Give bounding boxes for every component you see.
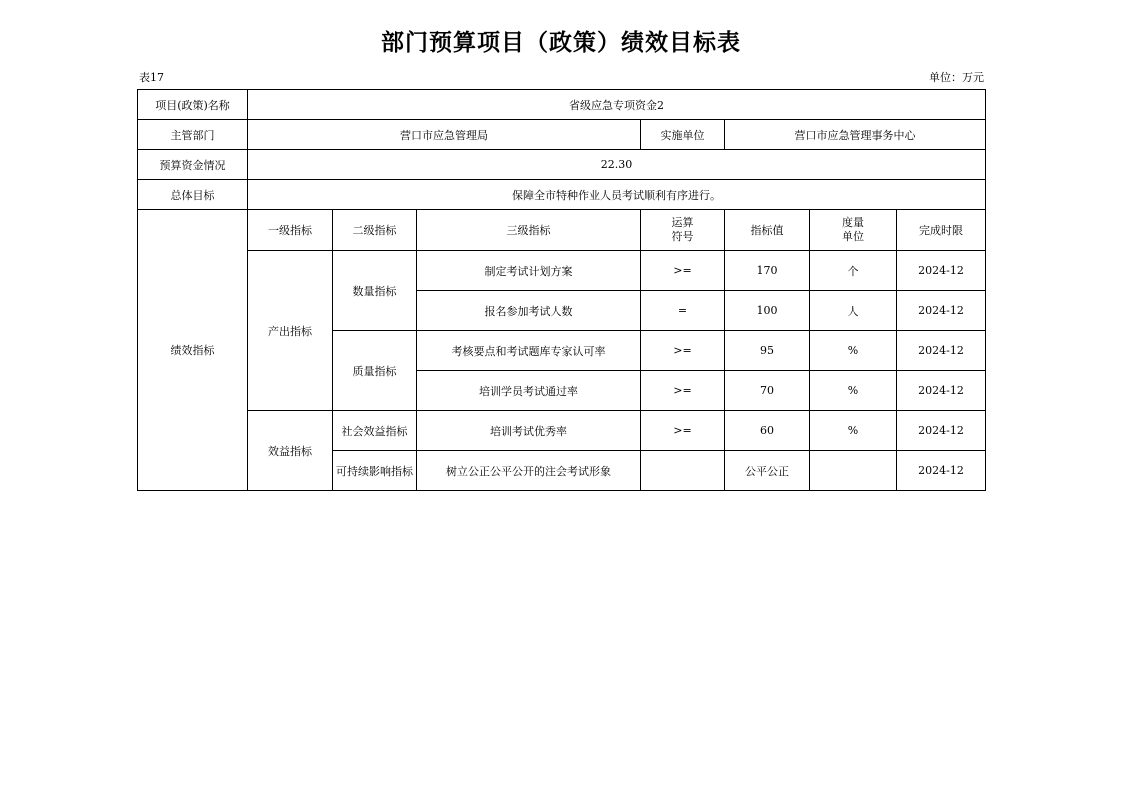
page-title: 部门预算项目（政策）绩效目标表 [381, 29, 741, 56]
indicator-value: 95 [725, 331, 810, 371]
indicator-name: 培训学员考试通过率 [417, 371, 641, 411]
indicator-name: 树立公正公平公开的注会考试形象 [417, 451, 641, 491]
indicator-unit: 人 [810, 291, 897, 331]
unit-label: 单位：万元 [929, 71, 984, 84]
subgroup-social-label: 社会效益指标 [333, 411, 417, 451]
project-name-label: 项目(政策)名称 [138, 90, 248, 120]
indicator-value: 60 [725, 411, 810, 451]
indicator-value: 公平公正 [725, 451, 810, 491]
department-label: 主管部门 [138, 120, 248, 150]
indicator-name: 制定考试计划方案 [417, 251, 641, 291]
indicator-deadline: 2024-12 [897, 291, 986, 331]
subgroup-sustainable-label: 可持续影响指标 [333, 451, 417, 491]
group-output-label: 产出指标 [248, 251, 333, 411]
department-value: 营口市应急管理局 [248, 120, 641, 150]
indicator-unit: % [810, 411, 897, 451]
indicator-name: 考核要点和考试题库专家认可率 [417, 331, 641, 371]
performance-target-table [137, 89, 986, 491]
project-name-row [138, 90, 986, 120]
indicator-value: 100 [725, 291, 810, 331]
indicator-deadline: 2024-12 [897, 371, 986, 411]
project-name-value: 省级应急专项资金2 [248, 90, 986, 120]
budget-label: 预算资金情况 [138, 150, 248, 180]
budget-row [138, 150, 986, 180]
indicator-operator [641, 451, 725, 491]
goal-value: 保障全市特种作业人员考试顺利有序进行。 [248, 180, 986, 210]
header-operator [641, 210, 725, 251]
indicator-name: 报名参加考试人数 [417, 291, 641, 331]
department-row [138, 120, 986, 150]
indicator-unit: % [810, 331, 897, 371]
goal-row [138, 180, 986, 210]
indicator-header-row [138, 210, 986, 251]
indicator-deadline: 2024-12 [897, 331, 986, 371]
indicator-operator: >= [641, 331, 725, 371]
goal-label: 总体目标 [138, 180, 248, 210]
subgroup-quality-label: 质量指标 [333, 331, 417, 411]
header-operator-line1: 运算 [671, 216, 694, 229]
indicator-operator: >= [641, 251, 725, 291]
indicator-unit: % [810, 371, 897, 411]
indicator-name: 培训考试优秀率 [417, 411, 641, 451]
header-unit-line1: 度量 [842, 216, 864, 229]
header-level2: 二级指标 [333, 210, 417, 251]
indicator-deadline: 2024-12 [897, 451, 986, 491]
indicator-operator: >= [641, 411, 725, 451]
indicator-deadline: 2024-12 [897, 251, 986, 291]
header-deadline: 完成时限 [897, 210, 986, 251]
indicator-operator: >= [641, 371, 725, 411]
table-row [138, 251, 986, 291]
table-row [138, 411, 986, 451]
header-level3: 三级指标 [417, 210, 641, 251]
group-benefit-label: 效益指标 [248, 411, 333, 491]
indicator-unit: 个 [810, 251, 897, 291]
header-level1: 一级指标 [248, 210, 333, 251]
impl-unit-label: 实施单位 [641, 120, 725, 150]
header-value: 指标值 [725, 210, 810, 251]
subgroup-quantity-label: 数量指标 [333, 251, 417, 331]
indicators-section-label: 绩效指标 [138, 210, 248, 491]
impl-unit-value: 营口市应急管理事务中心 [725, 120, 986, 150]
indicator-value: 170 [725, 251, 810, 291]
indicator-value: 70 [725, 371, 810, 411]
indicator-unit [810, 451, 897, 491]
header-unit [810, 210, 897, 251]
header-unit-line2: 单位 [842, 230, 864, 243]
indicator-deadline: 2024-12 [897, 411, 986, 451]
table-number: 表17 [139, 71, 164, 84]
budget-value: 22.30 [248, 150, 986, 180]
header-operator-line2: 符号 [671, 230, 694, 243]
indicator-operator: = [641, 291, 725, 331]
